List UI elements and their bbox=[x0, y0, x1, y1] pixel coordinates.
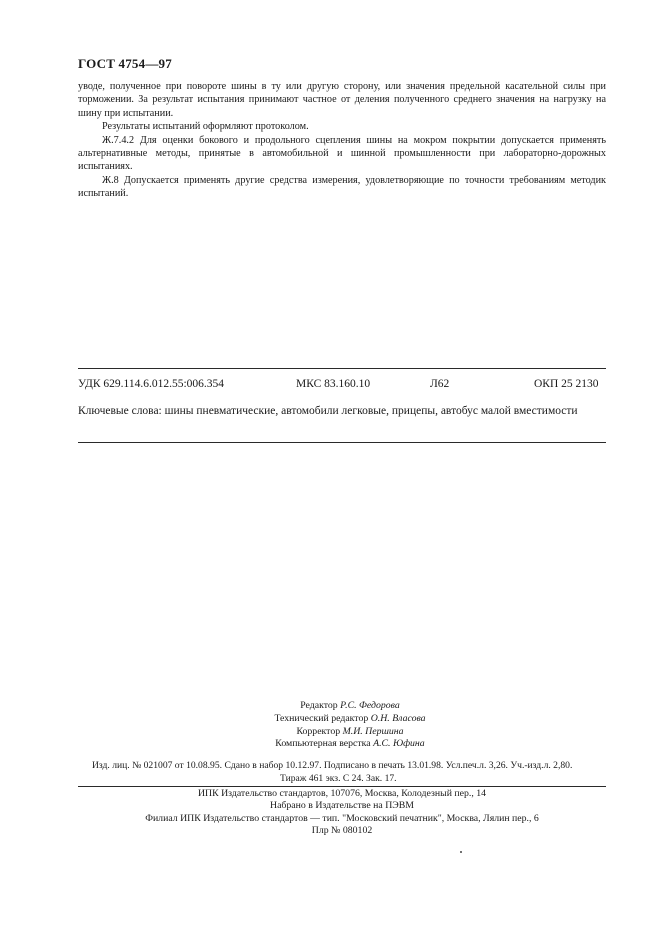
credits-block bbox=[200, 700, 500, 751]
credit-tech-editor bbox=[200, 713, 500, 726]
group-code: Л62 bbox=[430, 378, 450, 390]
credit-editor bbox=[200, 700, 500, 713]
keywords: Ключевые слова: шины пневматические, автомобили легковые, прицепы, автобус малой вместимости bbox=[78, 405, 578, 417]
mks-code: МКС 83.160.10 bbox=[296, 378, 371, 390]
print-info-line2: Тираж 461 экз. С 24. Зак. 17. bbox=[280, 773, 397, 784]
credit-name: А.С. Юфина bbox=[373, 738, 425, 750]
publisher-block bbox=[78, 788, 606, 838]
print-info-line1: Изд. лиц. № 021007 от 10.08.95. Сдано в набор 10.12.97. Подписано в печать 13.01.98. Усл.печ.л. 3,26. Уч.-изд.л. 2,80. bbox=[92, 760, 573, 771]
credit-role: Корректор bbox=[296, 725, 341, 737]
credit-layout bbox=[200, 738, 500, 751]
paragraph-8: Ж.8 Допускается применять другие средства измерения, удовлетворяющие по точности требованиям методик испытаний. bbox=[78, 174, 606, 200]
body-text bbox=[78, 80, 606, 201]
publisher-rule bbox=[78, 786, 606, 787]
credit-proofreader bbox=[200, 726, 500, 739]
paragraph-7-4-2: Ж.7.4.2 Для оценки бокового и продольного сцепления шины на мокром покрытии допускается применять альтернативные методы, принятые в автомобильной и шинной промышленности при лабораторно-дорожных испытаниях. bbox=[78, 134, 606, 173]
udk-code: УДК 629.114.6.012.55:006.354 bbox=[78, 378, 225, 390]
credit-role: Технический редактор bbox=[274, 712, 369, 724]
credit-role: Редактор bbox=[300, 700, 338, 711]
okp-code: ОКП 25 2130 bbox=[534, 378, 599, 390]
credit-name: М.И. Першина bbox=[342, 725, 404, 737]
standard-number: ГОСТ 4754—97 bbox=[78, 56, 172, 71]
credit-name: О.Н. Власова bbox=[370, 712, 426, 724]
publisher-line1: ИПК Издательство стандартов, 107076, Москва, Колодезный пер., 14 bbox=[197, 788, 487, 799]
top-rule bbox=[78, 368, 606, 369]
paragraph-results: Результаты испытаний оформляют протоколом. bbox=[102, 121, 309, 133]
credit-name: Р.С. Федорова bbox=[340, 700, 400, 711]
print-speck bbox=[460, 851, 462, 853]
bottom-rule bbox=[78, 442, 606, 443]
publisher-line4: Плр № 080102 bbox=[311, 825, 373, 837]
publisher-line2: Набрано в Издательстве на ПЭВМ bbox=[270, 800, 414, 812]
credit-role: Компьютерная верстка bbox=[275, 738, 371, 750]
paragraph-continuation: уводе, полученное при повороте шины в ту или другую сторону, или значения предельной касательной силы при торможении. За результат испытания принимают частное от деления полученного среднего значения на нагрузку на шину при испытании. bbox=[78, 81, 606, 119]
publisher-line3: Филиал ИПК Издательство стандартов — тип. "Московский печатник", Москва, Лялин пер., 6 bbox=[145, 812, 539, 824]
